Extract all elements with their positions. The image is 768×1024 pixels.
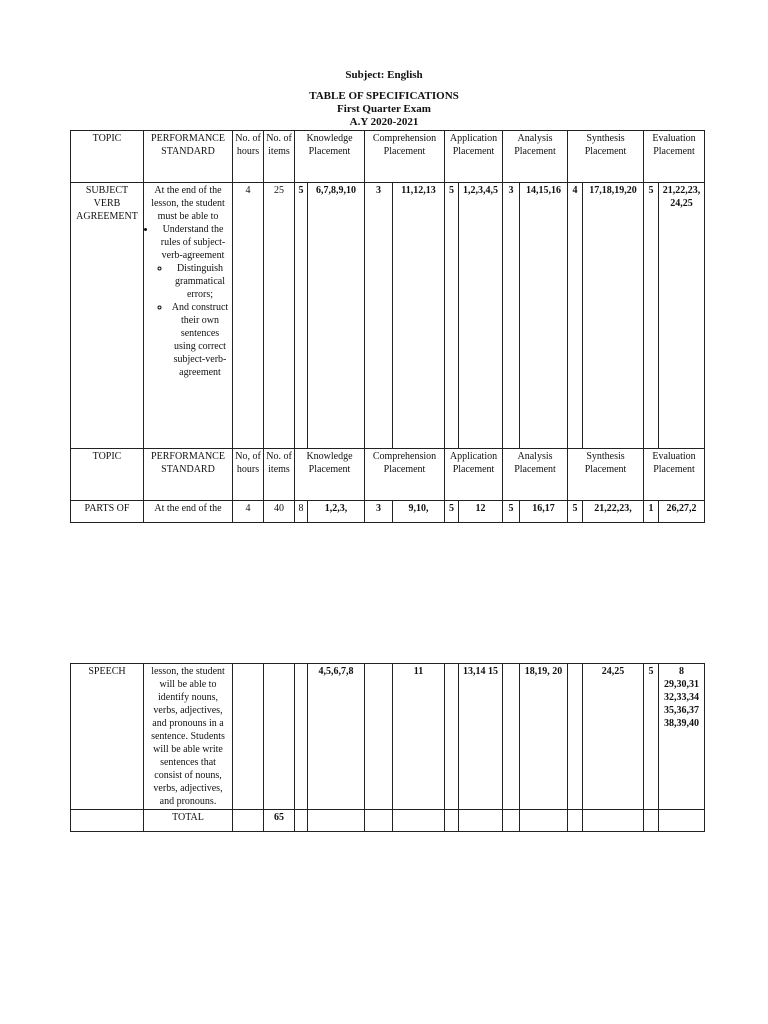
topic-cell: PARTS OF	[71, 501, 144, 523]
empty-cell	[568, 810, 583, 832]
evaluation-count: 5	[644, 664, 659, 810]
total-items: 65	[264, 810, 295, 832]
col-performance: PERFORMANCE STANDARD	[144, 449, 233, 501]
col-analysis: Analysis Placement	[503, 449, 568, 501]
evaluation-count: 5	[644, 183, 659, 449]
col-analysis: Analysis Placement	[503, 131, 568, 183]
hours-cell: 4	[233, 501, 264, 523]
application-count	[445, 664, 459, 810]
col-evaluation: Evaluation Placement	[644, 449, 705, 501]
col-application: Application Placement	[445, 131, 503, 183]
application-count: 5	[445, 501, 459, 523]
analysis-count	[503, 664, 520, 810]
synthesis-count	[568, 664, 583, 810]
performance-cell: lesson, the student will be able to identify nouns, verbs, adjectives, and pronouns in a sentence. Students will be able write sentences that consist of nouns, verbs, adjectives, and pronouns.	[144, 664, 233, 810]
comprehension-items: 9,10,	[393, 501, 445, 523]
table-row	[71, 183, 705, 449]
knowledge-count: 5	[295, 183, 308, 449]
empty-cell	[583, 810, 644, 832]
performance-cell: At the end of the	[144, 501, 233, 523]
total-row	[71, 810, 705, 832]
topic-cell	[71, 810, 144, 832]
synthesis-count: 4	[568, 183, 583, 449]
col-hours: No, of hours	[233, 449, 264, 501]
performance-bullet: • Understand the rules of subject-verb-agreement	[156, 223, 230, 262]
col-topic: TOPIC	[71, 131, 144, 183]
table-row	[71, 664, 705, 810]
performance-bullet: ◦ And construct their own sentences using correct subject-verb-agreement	[170, 301, 230, 379]
col-synthesis: Synthesis Placement	[568, 131, 644, 183]
comprehension-count: 3	[365, 501, 393, 523]
items-cell: 40	[264, 501, 295, 523]
evaluation-count: 1	[644, 501, 659, 523]
performance-bullet: ◦ Distinguish grammatical errors;	[170, 262, 230, 301]
col-items: No. of items	[264, 131, 295, 183]
empty-cell	[295, 810, 308, 832]
synthesis-items: 17,18,19,20	[583, 183, 644, 449]
comprehension-items: 11,12,13	[393, 183, 445, 449]
synthesis-count: 5	[568, 501, 583, 523]
subject-line: Subject: English	[345, 69, 423, 81]
application-items: 12	[459, 501, 503, 523]
header-row	[71, 449, 705, 501]
comprehension-items: 11	[393, 664, 445, 810]
application-items: 1,2,3,4,5	[459, 183, 503, 449]
col-evaluation: Evaluation Placement	[644, 131, 705, 183]
comprehension-count	[365, 664, 393, 810]
hours-cell	[233, 810, 264, 832]
col-performance: PERFORMANCE STANDARD	[144, 131, 233, 183]
performance-intro: At the end of the lesson, the student must be able to	[151, 185, 225, 222]
hours-cell: 4	[233, 183, 264, 449]
items-cell: 25	[264, 183, 295, 449]
document-title: TABLE OF SPECIFICATIONS	[309, 90, 459, 102]
application-count: 5	[445, 183, 459, 449]
knowledge-items: 4,5,6,7,8	[308, 664, 365, 810]
synthesis-items: 21,22,23,	[583, 501, 644, 523]
exam-name: First Quarter Exam	[337, 103, 431, 115]
analysis-items: 18,19, 20	[520, 664, 568, 810]
empty-cell	[459, 810, 503, 832]
application-items: 13,14 15	[459, 664, 503, 810]
empty-cell	[308, 810, 365, 832]
knowledge-items: 1,2,3,	[308, 501, 365, 523]
empty-cell	[445, 810, 459, 832]
knowledge-count: 8	[295, 501, 308, 523]
synthesis-items: 24,25	[583, 664, 644, 810]
col-application: Application Placement	[445, 449, 503, 501]
col-topic: TOPIC	[71, 449, 144, 501]
empty-cell	[503, 810, 520, 832]
analysis-count: 3	[503, 183, 520, 449]
analysis-count: 5	[503, 501, 520, 523]
specifications-table-continued	[70, 663, 705, 832]
evaluation-items: 8 29,30,31 32,33,34 35,36,37 38,39,40	[659, 664, 705, 810]
hours-cell	[233, 664, 264, 810]
topic-cell: SUBJECT VERB AGREEMENT	[71, 183, 144, 449]
empty-cell	[659, 810, 705, 832]
items-cell	[264, 664, 295, 810]
empty-cell	[644, 810, 659, 832]
col-items: No. of items	[264, 449, 295, 501]
performance-cell	[144, 183, 233, 449]
knowledge-count	[295, 664, 308, 810]
evaluation-items: 26,27,2	[659, 501, 705, 523]
specifications-table	[70, 130, 705, 523]
academic-year: A.Y 2020-2021	[349, 116, 419, 128]
col-comprehension: Comprehension Placement	[365, 131, 445, 183]
performance-sublist	[156, 262, 230, 379]
analysis-items: 16,17	[520, 501, 568, 523]
empty-cell	[365, 810, 393, 832]
knowledge-items: 6,7,8,9,10	[308, 183, 365, 449]
col-comprehension: Comprehension Placement	[365, 449, 445, 501]
col-knowledge: Knowledge Placement	[295, 131, 365, 183]
col-synthesis: Synthesis Placement	[568, 449, 644, 501]
comprehension-count: 3	[365, 183, 393, 449]
evaluation-items: 21,22,23, 24,25	[659, 183, 705, 449]
col-knowledge: Knowledge Placement	[295, 449, 365, 501]
empty-cell	[520, 810, 568, 832]
col-hours: No. of hours	[233, 131, 264, 183]
empty-cell	[393, 810, 445, 832]
analysis-items: 14,15,16	[520, 183, 568, 449]
total-label: TOTAL	[144, 810, 233, 832]
table-row	[71, 501, 705, 523]
topic-cell: SPEECH	[71, 664, 144, 810]
header-row	[71, 131, 705, 183]
